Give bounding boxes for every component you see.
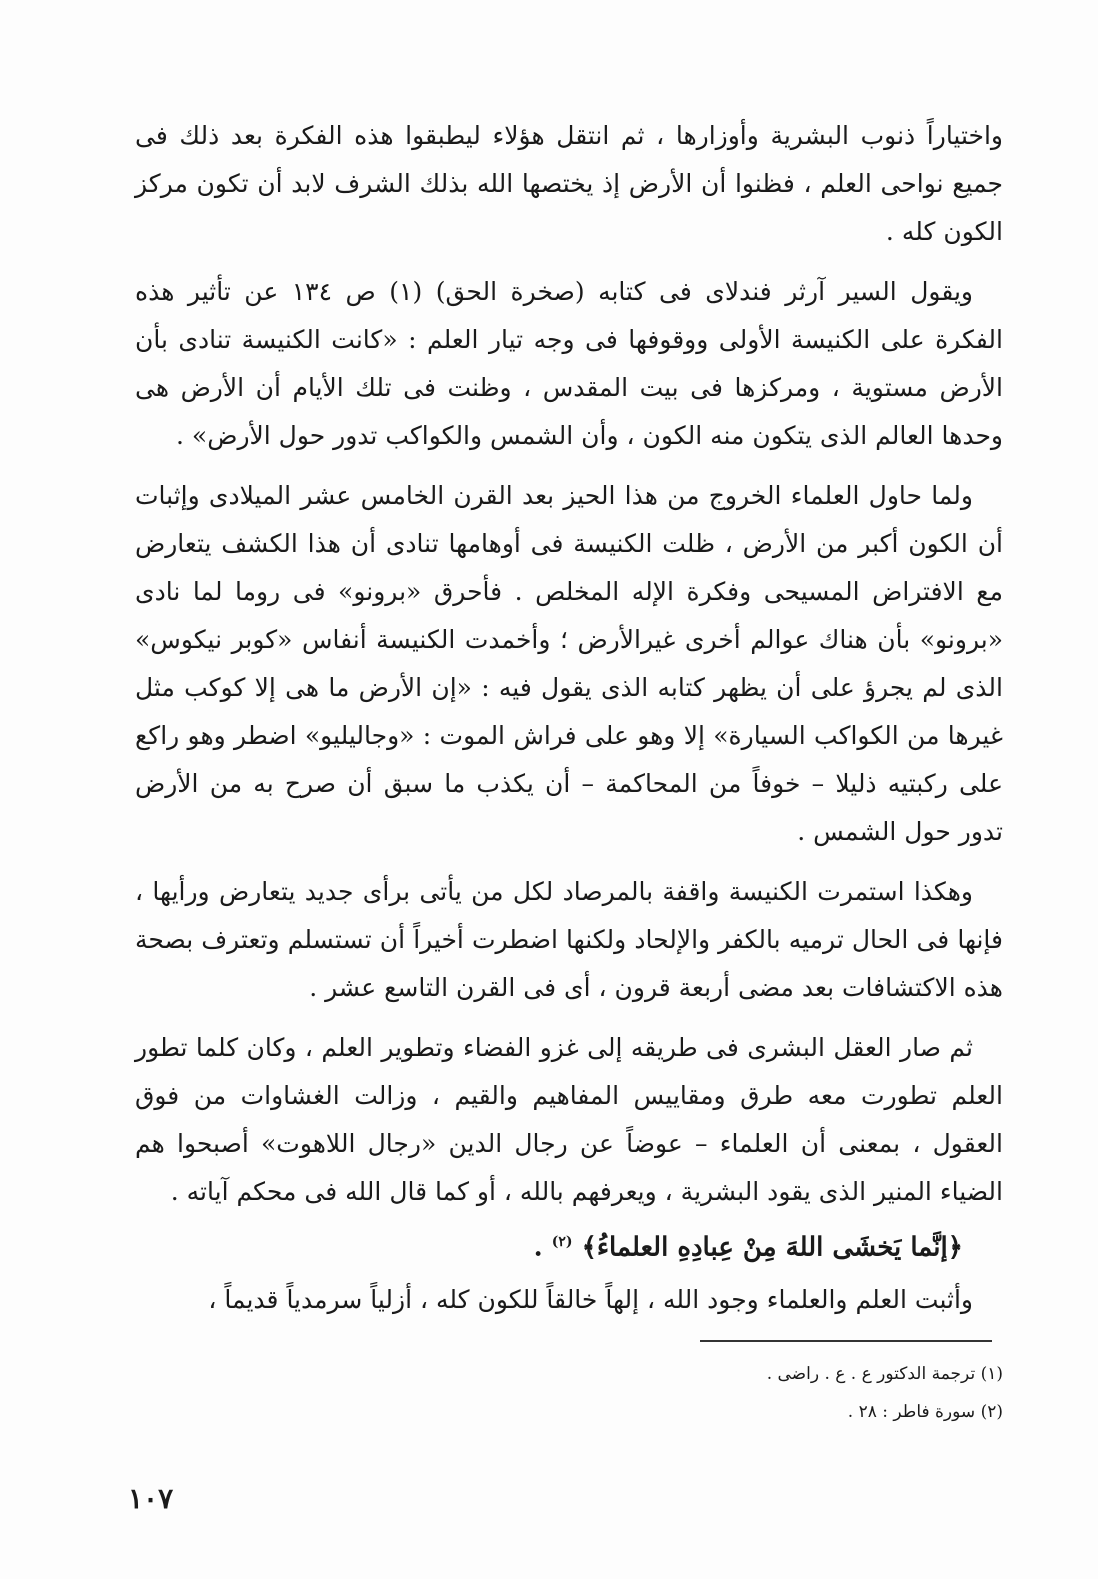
paragraph-2: ويقول السير آرثر فندلاى فى كتابه (صخرة الحق) (١) ص ١٣٤ عن تأثير هذه الفكرة على الكنيسة الأولى ووقوفها فى وجه تيار العلم : «كانت الكنيسة تنادى بأن الأرض مستوية ، ومركزها فى بيت المقدس ، وظنت فى تلك الأيام أن الأرض هى وحدها العالم الذى يتكون منه الكون ، وأن الشمس والكواكب تدور حول الأرض» . [135, 277, 1003, 450]
footnotes [767, 1355, 1003, 1431]
paragraph-6: وأثبت العلم والعلماء وجود الله ، إلهاً خالقاً للكون كله ، أزلياً سرمدياً قديماً ، [208, 1285, 973, 1314]
footnote-2: (٢) سورة فاطر : ٢٨ . [847, 1402, 1003, 1422]
paragraph-1: واختياراً ذنوب البشرية وأوزارها ، ثم انتقل هؤلاء ليطبقوا هذه الفكرة بعد ذلك فى جميع نواحى العلم ، فظنوا أن الأرض إذ يختصها الله بذلك الشرف لابد أن تكون مركز الكون كله . [135, 121, 1004, 246]
closing-text [135, 1276, 1003, 1324]
quran-verse-text: ﴿إنَّما يَخشَى اللهَ مِنْ عِبادِهِ العلماءُ﴾ [581, 1232, 963, 1263]
paragraph-3: ولما حاول العلماء الخروج من هذا الحيز بعد القرن الخامس عشر الميلادى وإثبات أن الكون أكبر من الأرض ، ظلت الكنيسة فى أوهامها تنادى أن هذا الكشف يتعارض مع الافتراض المسيحى وفكرة الإله المخلص . فأحرق «برونو» فى روما لما نادى «برونو» بأن هناك عوالم أخرى غيرالأرض ؛ وأخمدت الكنيسة أنفاس «كوبر نيكوس» الذى لم يجرؤ على أن يظهر كتابه الذى يقول فيه : «إن الأرض ما هى إلا كوكب مثل غيرها من الكواكب السيارة» إلا وهو على فراش الموت : «وجاليليو» اضطر وهو راكع على ركبتيه ذليلا – خوفاً من المحاكمة – أن يكذب ما سبق أن صرح به من الأرض تدور حول الشمس . [135, 481, 1003, 846]
paragraph-4: وهكذا استمرت الكنيسة واقفة بالمرصاد لكل من يأتى برأى جديد يتعارض ورأيها ، فإنها فى الحال ترميه بالكفر والإلحاد ولكنها اضطرت أخيراً أن تستسلم وتعترف بصحة هذه الاكتشافات بعد مضى أربعة قرون ، أى فى القرن التاسع عشر . [135, 877, 1003, 1002]
footnote-1: (١) ترجمة الدكتور ع . ع . راضى . [766, 1364, 1003, 1384]
page-number: ١٠٧ [128, 1482, 174, 1515]
paragraph-5: ثم صار العقل البشرى فى طريقه إلى غزو الفضاء وتطوير العلم ، وكان كلما تطور العلم تطورت معه طرق ومقاييس المفاهيم والقيم ، وزالت الغشاوات من فوق العقول ، بمعنى أن العلماء – عوضاً عن رجال الدين «رجال اللاهوت» أصبحوا هم الضياء المنير الذى يقود البشرية ، ويعرفهم بالله ، أو كما قال الله فى محكم آياته . [135, 1033, 1003, 1206]
body-text [135, 112, 1003, 1216]
quran-footnote-ref: (٢) [551, 1234, 573, 1250]
quran-verse [534, 1218, 963, 1272]
footnote-divider [700, 1340, 992, 1342]
quran-period: . [533, 1232, 543, 1263]
